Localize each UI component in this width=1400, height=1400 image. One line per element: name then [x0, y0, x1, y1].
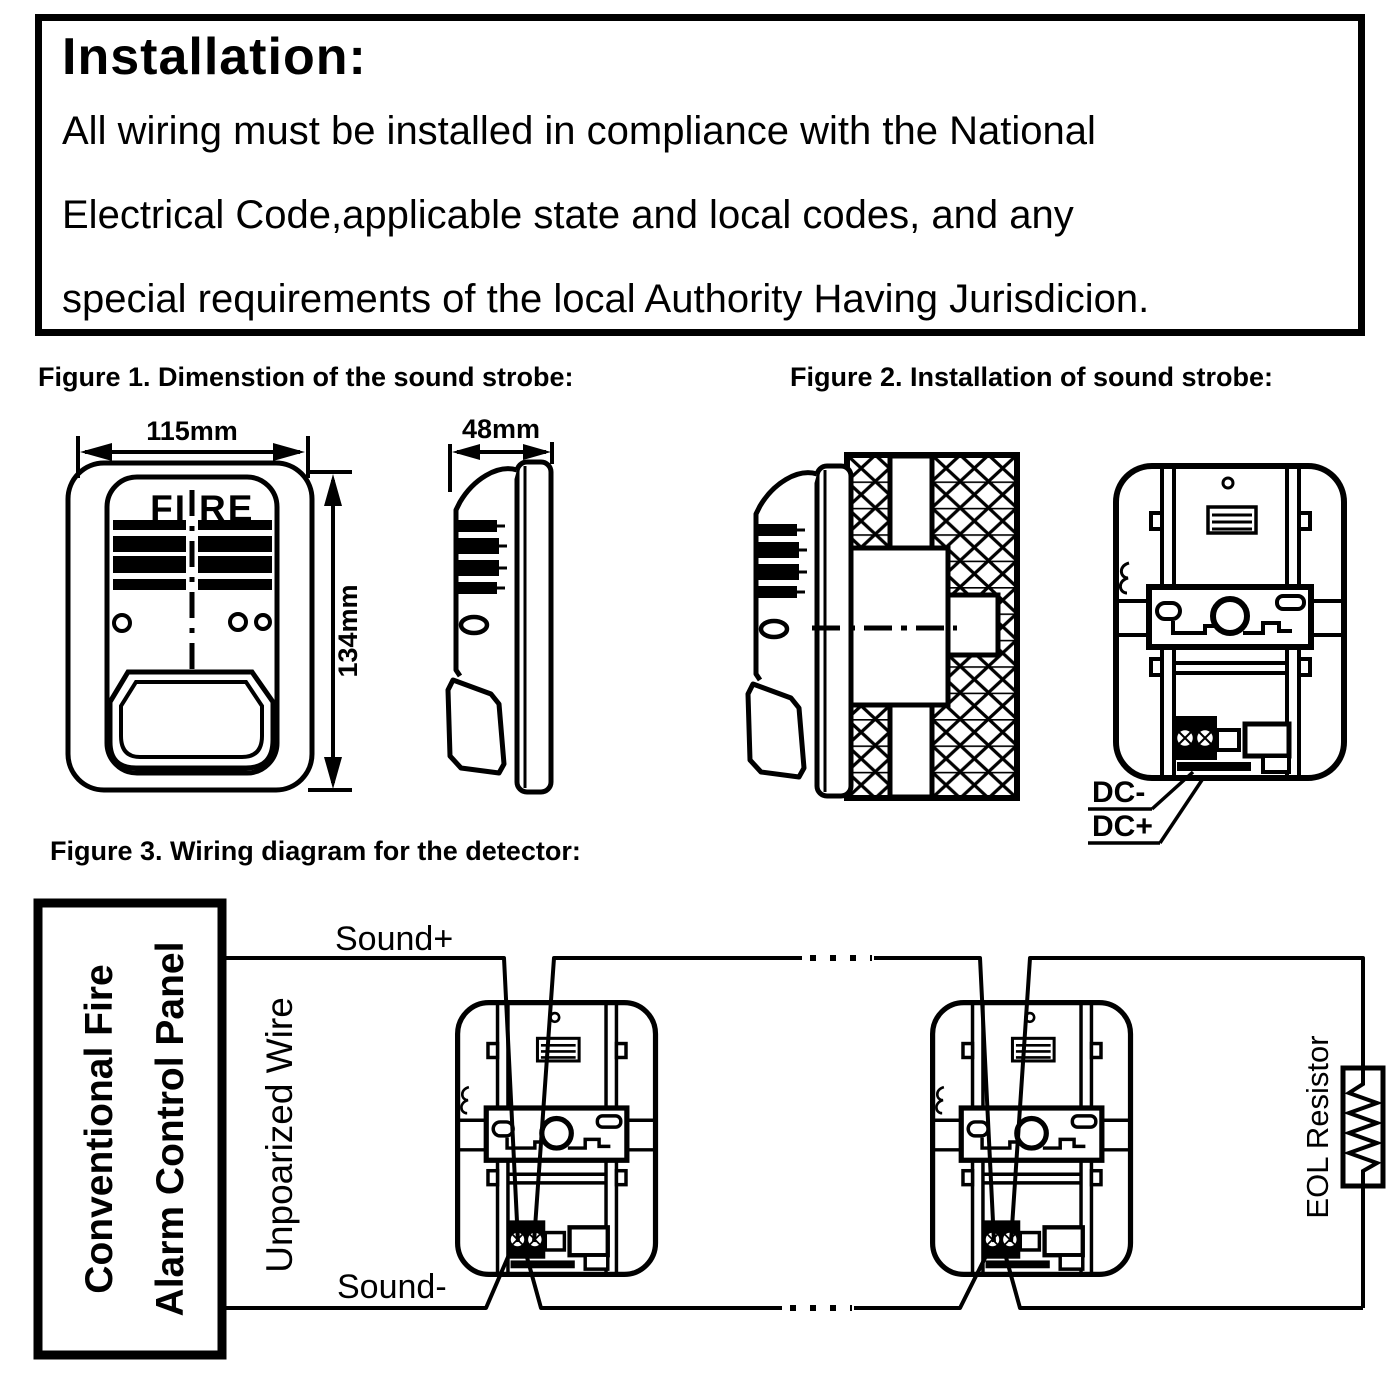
figure3-caption: Figure 3. Wiring diagram for the detector: [50, 836, 581, 866]
panel-line2: Alarm Control Panel [149, 941, 192, 1317]
dim-115-label: 115mm [146, 416, 238, 446]
header-line-3: special requirements of the local Authority Having Jurisdicion. [62, 277, 1150, 321]
dc-minus-label: DC- [1092, 776, 1146, 809]
dimension-134mm [308, 472, 363, 790]
eol-resistor-label: EOL Resistor [1300, 1035, 1335, 1219]
figure2-backplate [1088, 466, 1344, 843]
figure3-wiring [222, 920, 1363, 1308]
panel-line1: Conventional Fire [78, 964, 121, 1294]
sound-minus-label: Sound- [337, 1268, 447, 1306]
unpolarized-wire-label: Unpoarized Wire [259, 997, 300, 1273]
header-line-1: All wiring must be installed in compliance with the National [62, 109, 1096, 153]
figure1-caption: Figure 1. Dimenstion of the sound strobe: [38, 362, 574, 392]
figure3-detector-2 [933, 1003, 1131, 1275]
figure2-caption: Figure 2. Installation of sound strobe: [790, 362, 1274, 392]
figure1-front-view [68, 463, 312, 790]
figure3-detector-1 [458, 1003, 656, 1275]
header-line-2: Electrical Code,applicable state and local codes, and any [62, 193, 1074, 237]
sound-plus-label: Sound+ [335, 920, 454, 958]
fire-label-left: FI [150, 488, 187, 529]
eol-resistor [1300, 1035, 1383, 1218]
fire-label-right: RE [199, 488, 255, 529]
dim-48-label: 48mm [461, 414, 541, 444]
figure1-side-view [448, 414, 552, 792]
dc-plus-label: DC+ [1092, 810, 1153, 843]
dim-134-label: 134mm [333, 584, 363, 678]
figure3-control-panel [38, 903, 222, 1355]
header-title: Installation: [62, 28, 367, 86]
